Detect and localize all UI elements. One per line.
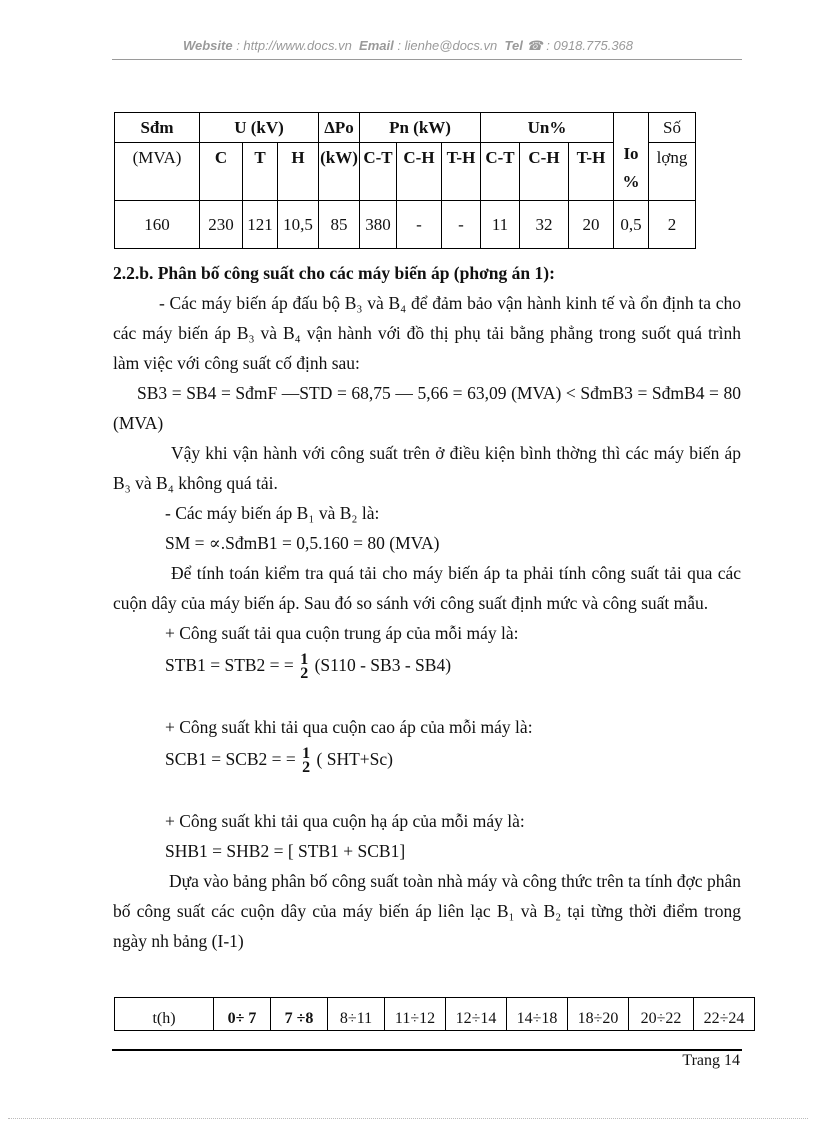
cell-u-t: 121 (243, 201, 278, 249)
formula-sb3: SB3 = SB4 = SđmF —STD = 68,75 — 5,66 = 63,09 (MVA) < SđmB3 = SđmB4 = 80 (MVA) (113, 383, 741, 433)
col-un-ct: C-T (481, 143, 520, 201)
time-header-cell: 0÷ 7 (214, 998, 271, 1031)
formula-scb (113, 742, 741, 776)
col-luong: lợng (649, 143, 696, 201)
cell-so-luong: 2 (649, 201, 696, 249)
page-break-line (8, 1118, 808, 1119)
page-header (0, 38, 816, 54)
transformer-spec-table (114, 112, 696, 249)
formula-sm: SM = ∝.SđmB1 = 0,5.160 = 80 (MVA) (165, 533, 440, 553)
col-io (614, 113, 649, 201)
paragraph: + Công suất khi tải qua cuộn hạ áp của mỗi máy là: (165, 811, 525, 831)
col-io-label: Io (623, 144, 639, 163)
col-u-t: T (243, 143, 278, 201)
tel-value: ☎ : 0918.775.368 (526, 38, 634, 53)
cell-un-th: 20 (569, 201, 614, 249)
denominator: 2 (302, 758, 311, 776)
paragraph: + Công suất tải qua cuộn trung áp của mỗi máy là: (165, 623, 519, 643)
paragraph: Dựa vào bảng phân bố công suất toàn nhà máy và công thức trên ta tính đợc phân bố công suất các cuộn dây của máy biến áp liên lạc B₁ và B₂ tại từng thời điểm trong ngày nh bảng (I-1) (113, 871, 741, 951)
formula-stb-right: (S110 - SB3 - SB4) (314, 655, 452, 675)
time-header-cell: 22÷24 (694, 998, 755, 1031)
numerator: 1 (302, 744, 311, 762)
cell-un-ch: 32 (520, 201, 569, 249)
time-header-cell: 7 ÷8 (271, 998, 328, 1031)
email-label: Email (359, 38, 394, 53)
cell-u-c: 230 (200, 201, 243, 249)
col-so: Số (649, 113, 696, 143)
cell-pn-ct: 380 (360, 201, 397, 249)
cell-io: 0,5 (614, 201, 649, 249)
col-un-ch: C-H (520, 143, 569, 201)
time-header-cell: 18÷20 (568, 998, 629, 1031)
formula-shb: SHB1 = SHB2 = [ STB1 + SCB1] (165, 841, 406, 861)
col-un-th: T-H (569, 143, 614, 201)
col-io-unit: % (622, 172, 640, 191)
denominator: 2 (300, 664, 309, 682)
col-un: Un% (481, 113, 614, 143)
cell-po: 85 (319, 201, 360, 249)
tel-label: Tel (504, 38, 523, 53)
cell-sdm: 160 (115, 201, 200, 249)
cell-pn-ch: - (397, 201, 442, 249)
section-heading: 2.2.b. Phân bố công suất cho các máy biến áp (phơng án 1): (113, 263, 555, 283)
fraction-half (302, 744, 311, 776)
col-po: ΔPo (319, 113, 360, 143)
formula-stb (113, 648, 741, 682)
time-header-cell: 12÷14 (446, 998, 507, 1031)
col-u-c: C (200, 143, 243, 201)
col-sdm: Sđm (115, 113, 200, 143)
col-pn-ct: C-T (360, 143, 397, 201)
fraction-half (300, 650, 309, 682)
email-value[interactable]: : lienhe@docs.vn (397, 38, 498, 53)
formula-stb-left: STB1 = STB2 = = (165, 655, 294, 675)
footer-divider (112, 1049, 742, 1051)
cell-pn-th: - (442, 201, 481, 249)
col-sdm-unit: (MVA) (115, 143, 200, 201)
time-header-cell: 20÷22 (629, 998, 694, 1031)
col-pn-th: T-H (442, 143, 481, 201)
time-header-cell: 8÷11 (328, 998, 385, 1031)
paragraph: - Các máy biến áp B₁ và B₂ là: (165, 503, 380, 523)
numerator: 1 (300, 650, 309, 668)
formula-scb-right: ( SHT+Sc) (316, 749, 393, 769)
col-pn: Pn (kW) (360, 113, 481, 143)
time-header-cell: 14÷18 (507, 998, 568, 1031)
website-label: Website (182, 38, 233, 53)
cell-un-ct: 11 (481, 201, 520, 249)
paragraph: Để tính toán kiểm tra quá tải cho máy biến áp ta phải tính công suất tải qua các cuộn dây của máy biến áp. Sau đó so sánh với công suất định mức và công suất mẫu. (113, 563, 741, 613)
col-u-h: H (278, 143, 319, 201)
time-header-cell: 11÷12 (385, 998, 446, 1031)
col-u: U (kV) (200, 113, 319, 143)
time-table (114, 997, 755, 1031)
cell-u-h: 10,5 (278, 201, 319, 249)
col-pn-ch: C-H (397, 143, 442, 201)
paragraph: - Các máy biến áp đấu bộ B₃ và B₄ để đảm bảo vận hành kinh tế và ổn định ta cho các máy biến áp B₃ và B₄ vận hành với đồ thị phụ tải bằng phẳng trong suốt quá trình làm việc với công suất cố định sau: (113, 293, 741, 373)
time-header-cell: t(h) (115, 998, 214, 1031)
col-po-unit: (kW) (319, 143, 360, 201)
formula-scb-left: SCB1 = SCB2 = = (165, 749, 296, 769)
header-divider (112, 59, 742, 60)
website-value[interactable]: : http://www.docs.vn (236, 38, 352, 53)
paragraph: Vậy khi vận hành với công suất trên ở điều kiện bình thờng thì các máy biến áp B₃ và B₄ không quá tải. (113, 443, 741, 493)
document-body (113, 258, 741, 956)
paragraph: + Công suất khi tải qua cuộn cao áp của mỗi máy là: (165, 717, 533, 737)
page-number: Trang 14 (682, 1052, 740, 1069)
